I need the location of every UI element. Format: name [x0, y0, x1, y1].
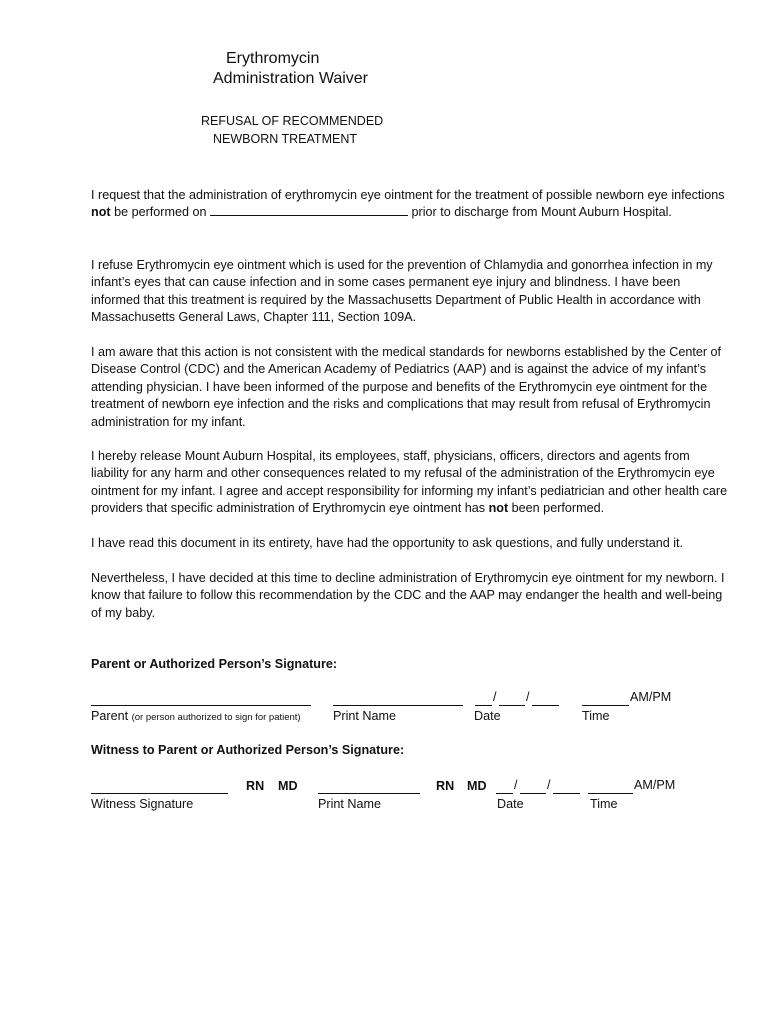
witness-date-sep-2: / [547, 778, 551, 792]
paragraph-2: I refuse Erythromycin eye ointment which is used for the prevention of Chlamydia and gonorrhea infection in my infant’s eyes that can cause infection and in some cases permanent eye injury and blindness. I have been informed that this treatment is required by the Massachusetts Department of Public Health in accordance with Massachusetts General Laws, Chapter 111, Section 109A. [91, 258, 713, 325]
witness-signature-line[interactable] [91, 793, 228, 794]
parent-date-day-line[interactable] [499, 705, 525, 706]
witness-date-year-line[interactable] [553, 793, 580, 794]
subtitle-line-1: REFUSAL OF RECOMMENDED [201, 114, 384, 128]
witness-rn-option-2[interactable]: RN [436, 779, 455, 793]
parent-date-month-line[interactable] [475, 705, 492, 706]
witness-time-line[interactable] [588, 793, 633, 794]
paragraph-1: I request that the administration of erythromycin eye ointment for the treatment of possible newborn eye infections not be performed on prior to discharge from Mount Auburn Hospital. [91, 188, 725, 220]
witness-date-day-line[interactable] [520, 793, 546, 794]
parent-ampm: AM/PM [630, 690, 672, 704]
witness-print-name-line[interactable] [318, 793, 420, 794]
paragraph-5: I have read this document in its entirety, have had the opportunity to ask questions, and fully understand it. [91, 536, 684, 550]
witness-signature-heading: Witness to Parent or Authorized Person’s Signature: [91, 743, 405, 757]
paragraph-3: I am aware that this action is not consistent with the medical standards for newborns established by the Center of Disease Control (CDC) and the American Academy of Pediatrics (AAP) and is against the advice of my infant’s attending physician. I have been informed of the purpose and benefits of the Erythromycin eye ointment for the treatment of newborn eye infection and the risks and complications that may result from refusal of Erythromycin administration for my infant. [91, 345, 722, 429]
witness-date-sep-1: / [514, 778, 518, 792]
witness-date-label: Date [497, 797, 524, 811]
parent-signature-label: Parent (or person authorized to sign for patient) [91, 709, 301, 723]
witness-rn-option-1[interactable]: RN [246, 779, 265, 793]
parent-date-sep-2: / [526, 690, 530, 704]
parent-date-sep-1: / [493, 690, 497, 704]
title-line-2: Administration Waiver [213, 70, 369, 87]
subtitle-line-2: NEWBORN TREATMENT [213, 132, 357, 146]
parent-print-name-label: Print Name [333, 709, 396, 723]
parent-date-year-line[interactable] [532, 705, 559, 706]
parent-signature-line[interactable] [91, 705, 311, 706]
parent-print-name-line[interactable] [333, 705, 463, 706]
parent-time-line[interactable] [582, 705, 629, 706]
paragraph-4: I hereby release Mount Auburn Hospital, its employees, staff, physicians, officers, directors and agents from liability for any harm and other consequences related to my refusal of the administration of the Erythromycin eye ointment for my infant. I agree and accept responsibility for informing my infant’s pediatrician and other health care providers that specific administration of Erythromycin eye ointment has not been performed. [91, 449, 728, 516]
witness-date-month-line[interactable] [496, 793, 513, 794]
witness-md-option-2[interactable]: MD [467, 779, 487, 793]
witness-signature-label: Witness Signature [91, 797, 194, 811]
witness-print-name-label: Print Name [318, 797, 381, 811]
witness-time-label: Time [590, 797, 618, 811]
witness-md-option-1[interactable]: MD [278, 779, 298, 793]
discharge-date-field[interactable] [210, 204, 408, 216]
title-line-1: Erythromycin [226, 50, 320, 67]
witness-ampm: AM/PM [634, 778, 676, 792]
parent-time-label: Time [582, 709, 610, 723]
parent-date-label: Date [474, 709, 501, 723]
paragraph-6: Nevertheless, I have decided at this time to decline administration of Erythromycin eye ointment for my newborn. I know that failure to follow this recommendation by the CDC and the AAP may endanger the health and well-being of my baby. [91, 571, 725, 620]
parent-signature-heading: Parent or Authorized Person’s Signature: [91, 657, 338, 671]
